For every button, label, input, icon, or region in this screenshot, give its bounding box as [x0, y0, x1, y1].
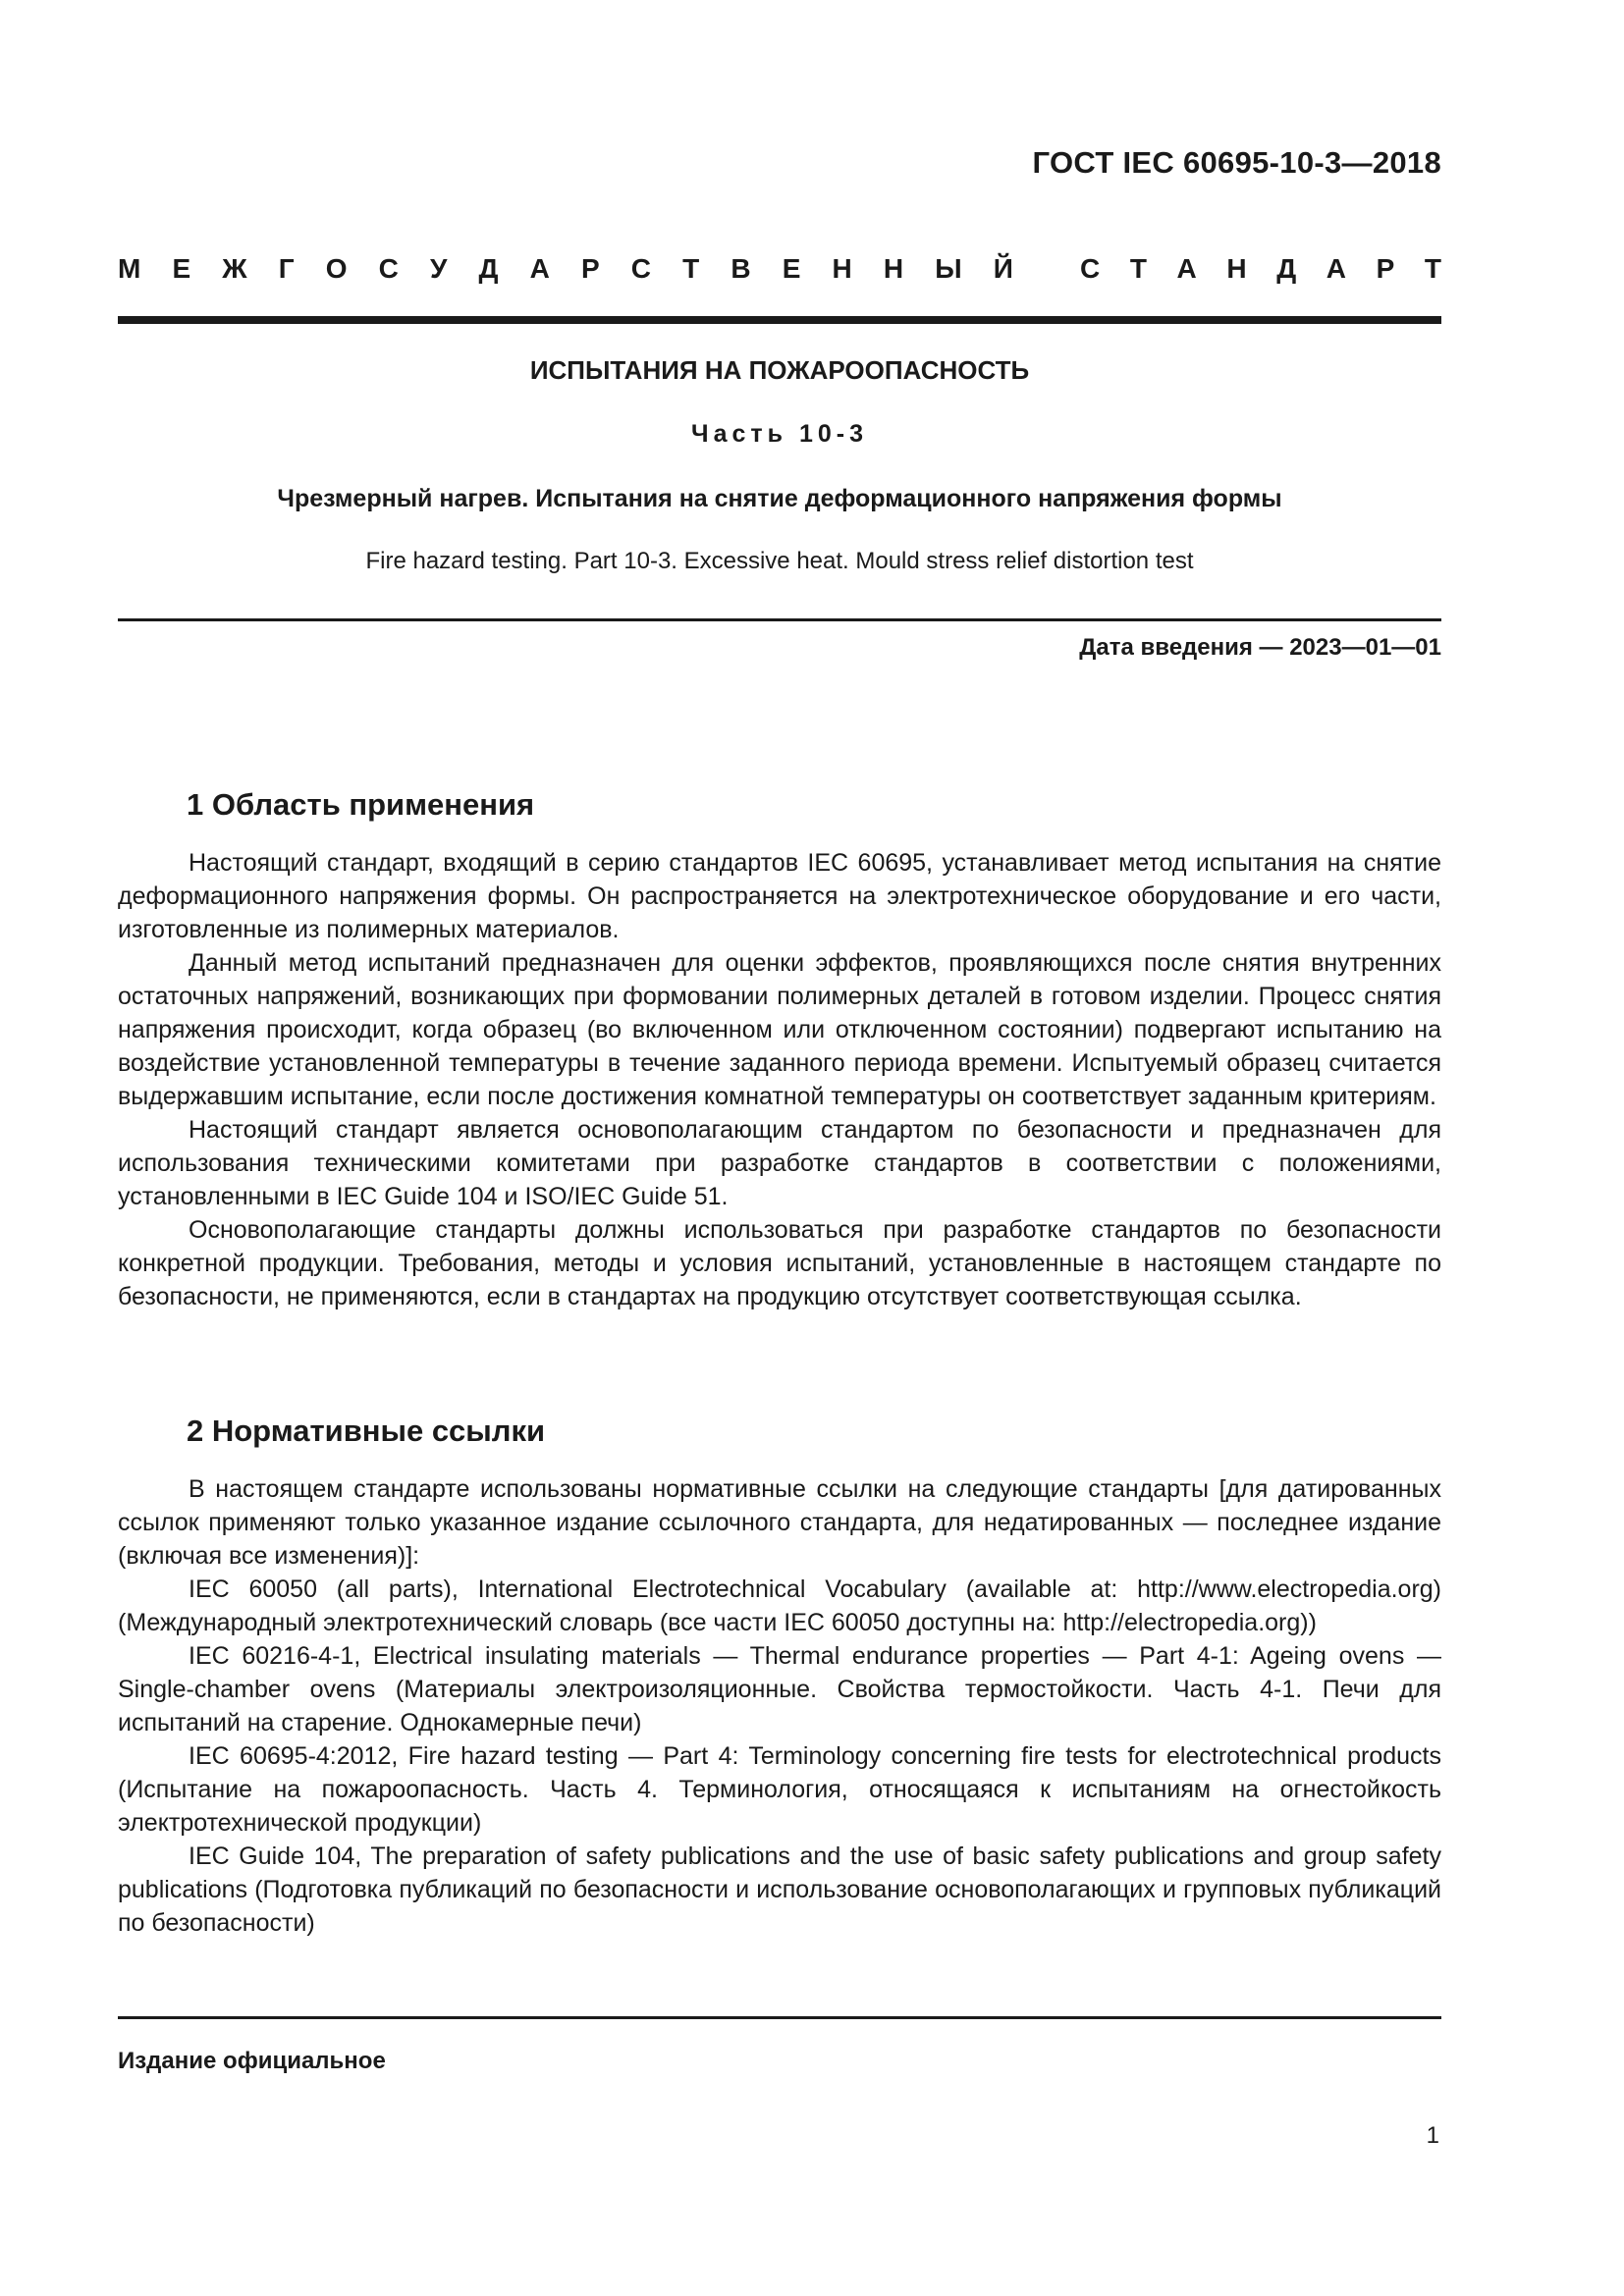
standard-letter: Н — [1226, 253, 1247, 284]
standard-letter: А — [1326, 253, 1346, 284]
title-subtitle: Чрезмерный нагрев. Испытания на снятие деформационного напряжения формы — [277, 485, 1282, 512]
interstate-letter: М — [118, 253, 141, 284]
section-1-body — [118, 846, 1441, 1313]
reference-item: IEC 60216-4-1, Electrical insulating materials — Thermal endurance properties — Part 4-1: Ageing ovens — Single-chamber ovens (Материалы электроизоляционные. Свойства термостойкости. Часть 4-1. Печи для испытаний на старение. Однокамерные печи) — [118, 1642, 1441, 1736]
reference-item: IEC Guide 104, The preparation of safety publications and the use of basic safety publications and group safety publications (Подготовка публикаций по безопасности и использование основополагающих и групповых публикаций по безопасности) — [118, 1842, 1441, 1937]
interstate-letter: Д — [478, 253, 499, 284]
title-main: ИСПЫТАНИЯ НА ПОЖАРООПАСНОСТЬ — [529, 355, 1030, 385]
interstate-letter: Н — [883, 253, 904, 284]
reference-item: IEC 60695-4:2012, Fire hazard testing — Part 4: Terminology concerning fire tests for electrotechnical products (Испытание на пожароопасность. Часть 4. Терминология, относящаяся к испытаниям на огнестойкость электротехнической продукции) — [118, 1742, 1441, 1837]
banner-word-interstate — [118, 253, 1013, 285]
paragraph: Настоящий стандарт является основополагающим стандартом по безопасности и предназначен для использования техническими комитетами при разработке стандартов в соответствии с положениями, установленными в IEC Guide 104 и ISO/IEC Guide 51. — [118, 1116, 1441, 1210]
banner-word-standard — [1080, 253, 1441, 285]
document-code: ГОСТ IEC 60695-10-3—2018 — [1032, 145, 1441, 180]
reference-item: IEC 60050 (all parts), International Electrotechnical Vocabulary (available at: http://www.electropedia.org) (Международный электротехнический словарь (все части IEC 60050 доступны на: http://electropedia.org)) — [118, 1575, 1441, 1636]
standard-letter: Т — [1424, 253, 1441, 284]
standard-letter: Д — [1276, 253, 1297, 284]
interstate-letter: О — [325, 253, 348, 284]
introduction-date: Дата введения — 2023—01—01 — [1079, 634, 1441, 661]
interstate-letter: В — [731, 253, 751, 284]
interstate-letter: Ж — [222, 253, 247, 284]
interstate-standard-banner — [118, 253, 1441, 285]
interstate-letter: Е — [782, 253, 801, 284]
interstate-letter: С — [630, 253, 651, 284]
interstate-letter: А — [529, 253, 550, 284]
interstate-letter: Р — [580, 253, 600, 284]
edition-label: Издание официальное — [118, 2048, 386, 2074]
paragraph: Настоящий стандарт, входящий в серию стандартов IEC 60695, устанавливает метод испытания на снятие деформационного напряжения формы. Он распространяется на электротехническое оборудование и его части, изготовленные из полимерных материалов. — [118, 849, 1441, 943]
standard-letter: Т — [1129, 253, 1147, 284]
interstate-letter: Т — [682, 253, 700, 284]
section-2-heading: 2 Нормативные ссылки — [187, 1414, 546, 1448]
interstate-letter: Г — [278, 253, 295, 284]
interstate-letter: У — [429, 253, 448, 284]
title-english: Fire hazard testing. Part 10-3. Excessive heat. Mould stress relief distortion test — [365, 548, 1194, 574]
section-2-body — [118, 1472, 1441, 1940]
header-rule — [118, 316, 1441, 324]
standard-letter: С — [1080, 253, 1101, 284]
interstate-letter: Н — [832, 253, 852, 284]
interstate-letter: С — [378, 253, 399, 284]
section-1-heading: 1 Область применения — [187, 787, 535, 822]
interstate-letter: Е — [172, 253, 191, 284]
standard-letter: А — [1176, 253, 1197, 284]
interstate-letter: Й — [993, 253, 1013, 284]
footer-rule — [118, 2016, 1441, 2019]
page-number: 1 — [1426, 2122, 1439, 2149]
paragraph: Данный метод испытаний предназначен для оценки эффектов, проявляющихся после снятия внутренних остаточных напряжений, возникающих при формовании полимерных деталей в готовом изделии. Процесс снятия напряжения происходит, когда образец (во включенном или отключенном состоянии) подвергают испытанию на воздействие установленной температуры в течение заданного периода времени. Испытуемый образец считается выдержавшим испытание, если после достижения комнатной температуры он соответствует заданным критериям. — [118, 949, 1441, 1110]
paragraph: В настоящем стандарте использованы нормативные ссылки на следующие стандарты [для датированных ссылок применяют только указанное издание ссылочного стандарта, для недатированных — последнее издание (включая все изменения)]: — [118, 1475, 1441, 1570]
interstate-letter: Ы — [935, 253, 962, 284]
title-part: Часть 10-3 — [691, 420, 868, 448]
paragraph: Основополагающие стандарты должны использоваться при разработке стандартов по безопасности конкретной продукции. Требования, методы и условия испытаний, установленные в настоящем стандарте по безопасности, не применяются, если в стандартах на продукцию отсутствует соответствующая ссылка. — [118, 1216, 1441, 1310]
standard-letter: Р — [1376, 253, 1395, 284]
title-rule — [118, 618, 1441, 621]
